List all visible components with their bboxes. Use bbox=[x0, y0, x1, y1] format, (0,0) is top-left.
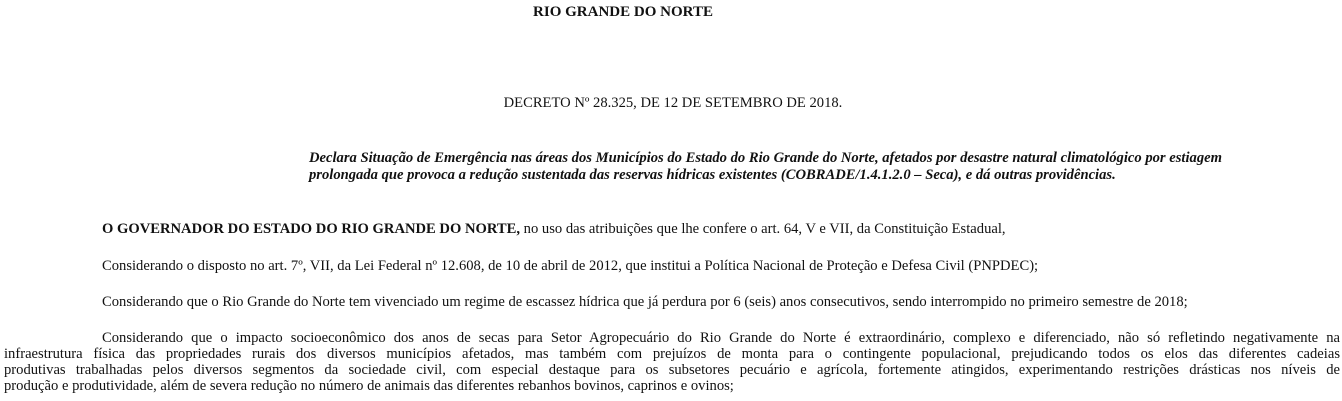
considerando-paragraph-2: Considerando que o Rio Grande do Norte tem vivenciado um regime de escassez hídrica que já perdura por 6 (seis) anos consecutivos, sendo interrompido no primeiro semestre de 2018; bbox=[102, 294, 1188, 310]
governor-text: no uso das atribuições que lhe confere o art. 64, V e VII, da Constituição Estadual, bbox=[520, 221, 1006, 237]
governor-paragraph bbox=[102, 221, 1006, 238]
ementa-line-2: prolongada que provoca a redução sustentada das reservas hídricas existentes (COBRADE/1.4.1.2.0 – Seca), e dá outras providências. bbox=[309, 167, 1116, 183]
paragraph-line: infraestrutura física das propriedades rurais dos diversos municípios afetados, mas também com prejuízos de monta para o contingente populacional, prejudicando todos os elos das diferentes cadeias bbox=[4, 346, 1340, 362]
decree-title: DECRETO Nº 28.325, DE 12 DE SETEMBRO DE 2018. bbox=[503, 95, 843, 111]
governor-title: O GOVERNADOR DO ESTADO DO RIO GRANDE DO NORTE, bbox=[102, 221, 521, 237]
decree-ementa bbox=[309, 150, 1339, 184]
considerando-paragraph-1: Considerando o disposto no art. 7º, VII, da Lei Federal nº 12.608, de 10 de abril de 2012, que institui a Política Nacional de Proteção e Defesa Civil (PNPDEC); bbox=[102, 258, 1039, 274]
considerando-paragraph-3 bbox=[4, 330, 1340, 394]
paragraph-line: produtivas trabalhadas pelos diversos segmentos da sociedade civil, com especial destaque para os subsetores pecuário e agrícola, fortemente atingidos, experimentando restrições drásticas nos níveis de bbox=[4, 362, 1340, 378]
paragraph-line: produção e produtividade, além de severa redução no número de animais das diferentes rebanhos bovinos, caprinos e ovinos; bbox=[4, 378, 734, 394]
state-title: RIO GRANDE DO NORTE bbox=[533, 4, 713, 20]
paragraph-line: Considerando que o impacto socioeconômico dos anos de secas para Setor Agropecuário do Rio Grande do Norte é extraordinário, complexo e diferenciado, não só refletindo negativamente na bbox=[102, 330, 1340, 346]
ementa-line-1: Declara Situação de Emergência nas áreas dos Municípios do Estado do Rio Grande do Norte, afetados por desastre natural climatológico por estiagem bbox=[309, 150, 1222, 166]
